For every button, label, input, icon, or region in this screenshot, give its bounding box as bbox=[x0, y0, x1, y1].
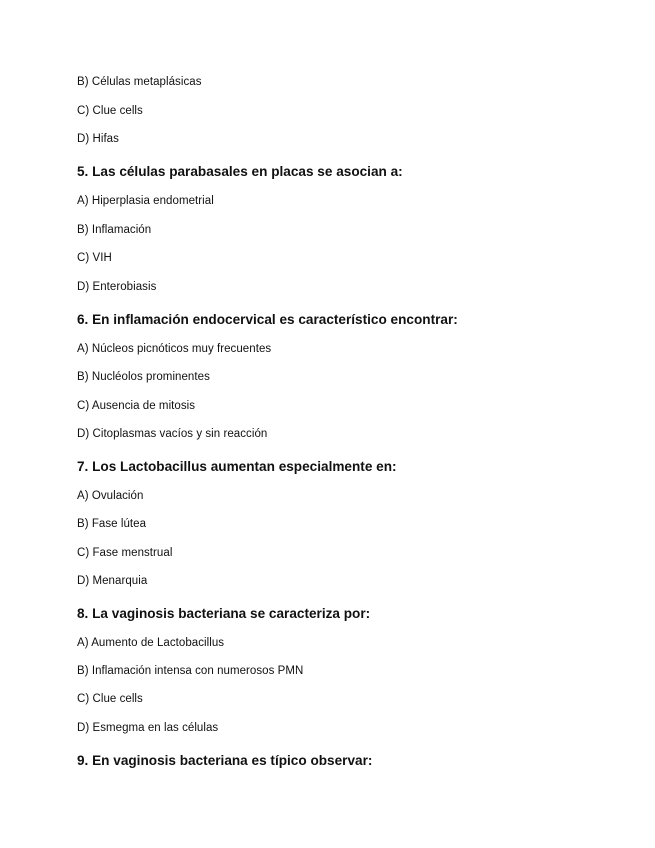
option-7a: A) Ovulación bbox=[77, 490, 144, 502]
option-6b: B) Nucléolos prominentes bbox=[77, 371, 210, 383]
question-6-title: 6. En inflamación endocervical es característico encontrar: bbox=[77, 312, 458, 327]
option-8d: D) Esmegma en las células bbox=[77, 722, 219, 734]
option-4c: C) Clue cells bbox=[77, 105, 143, 117]
option-6d: D) Citoplasmas vacíos y sin reacción bbox=[77, 428, 268, 440]
option-8c: C) Clue cells bbox=[77, 693, 143, 705]
option-4d: D) Hifas bbox=[77, 133, 119, 145]
option-4b: B) Células metaplásicas bbox=[77, 76, 202, 88]
question-7-title: 7. Los Lactobacillus aumentan especialmente en: bbox=[77, 459, 397, 474]
question-8-title: 8. La vaginosis bacteriana se caracteriza por: bbox=[77, 606, 371, 621]
option-8b: B) Inflamación intensa con numerosos PMN bbox=[77, 665, 304, 677]
option-7b: B) Fase lútea bbox=[77, 518, 147, 530]
option-5b: B) Inflamación bbox=[77, 224, 152, 236]
option-7d: D) Menarquia bbox=[77, 575, 148, 587]
question-9-title: 9. En vaginosis bacteriana es típico observar: bbox=[77, 753, 373, 768]
option-5d: D) Enterobiasis bbox=[77, 281, 157, 293]
question-5-title: 5. Las células parabasales en placas se asocian a: bbox=[77, 164, 403, 179]
option-6c: C) Ausencia de mitosis bbox=[77, 400, 196, 412]
option-7c: C) Fase menstrual bbox=[77, 547, 173, 559]
option-5a: A) Hiperplasia endometrial bbox=[77, 195, 214, 207]
option-8a: A) Aumento de Lactobacillus bbox=[77, 637, 225, 649]
option-6a: A) Núcleos picnóticos muy frecuentes bbox=[77, 343, 272, 355]
option-5c: C) VIH bbox=[77, 252, 112, 264]
